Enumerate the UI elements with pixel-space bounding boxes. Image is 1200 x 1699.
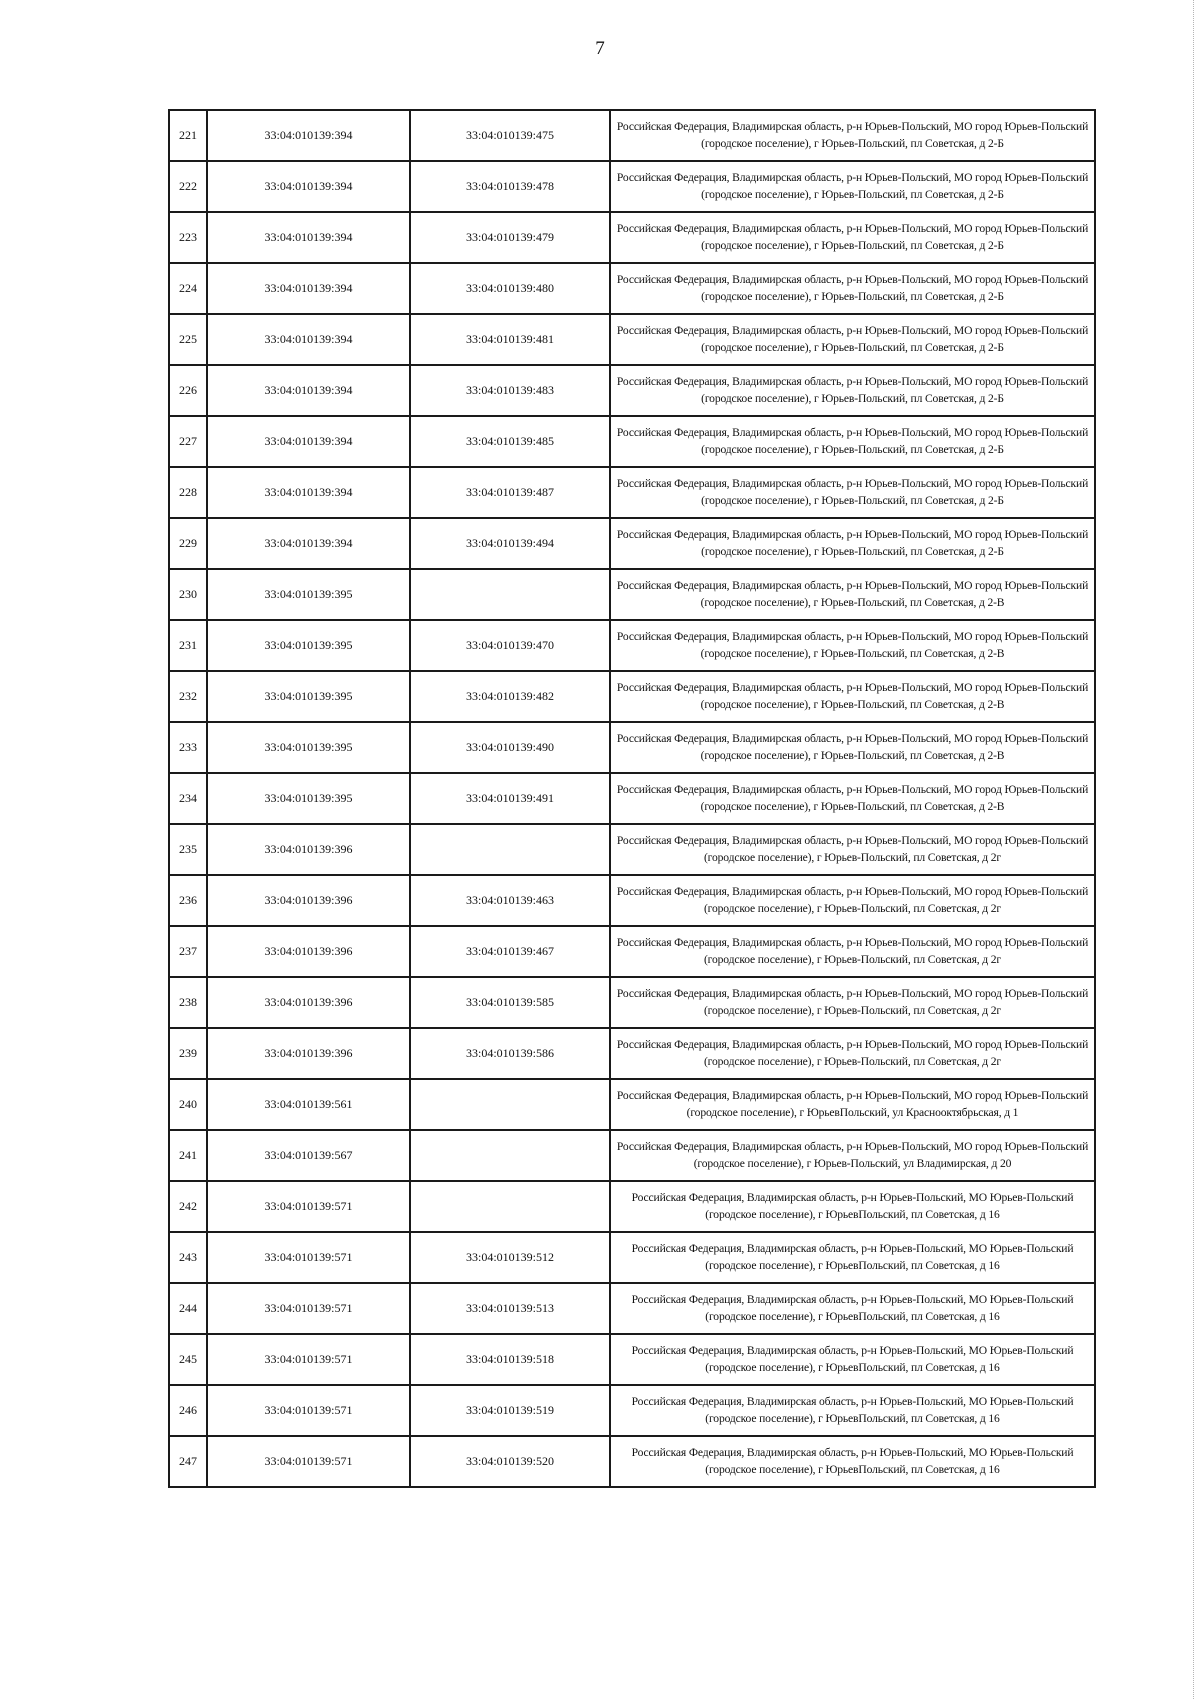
table-row: [169, 212, 1095, 263]
address-cell: Российская Федерация, Владимирская область, р-н Юрьев-Польский, МО Юрьев-Польский (городское поселение), г ЮрьевПольский, пл Советская, д 16: [610, 1181, 1095, 1232]
address-cell: Российская Федерация, Владимирская область, р-н Юрьев-Польский, МО город Юрьев-Польский (городское поселение), г ЮрьевПольский, ул Краснооктябрьская, д 1: [610, 1079, 1095, 1130]
parcel-cadastral-number-cell: 33:04:010139:394: [207, 161, 410, 212]
object-cadastral-number-cell: [410, 1181, 610, 1232]
address-cell: Российская Федерация, Владимирская область, р-н Юрьев-Польский, МО город Юрьев-Польский (городское поселение), г Юрьев-Польский, пл Советская, д 2г: [610, 875, 1095, 926]
table-row: [169, 620, 1095, 671]
parcel-cadastral-number-cell: 33:04:010139:395: [207, 722, 410, 773]
object-cadastral-number-cell: 33:04:010139:520: [410, 1436, 610, 1487]
object-cadastral-number-cell: 33:04:010139:513: [410, 1283, 610, 1334]
parcel-cadastral-number-cell: 33:04:010139:394: [207, 518, 410, 569]
row-number-cell: 224: [169, 263, 207, 314]
table-row: [169, 875, 1095, 926]
parcel-cadastral-number-cell: 33:04:010139:396: [207, 1028, 410, 1079]
object-cadastral-number-cell: 33:04:010139:585: [410, 977, 610, 1028]
table-row: [169, 1028, 1095, 1079]
row-number-cell: 242: [169, 1181, 207, 1232]
parcel-cadastral-number-cell: 33:04:010139:571: [207, 1385, 410, 1436]
row-number-cell: 235: [169, 824, 207, 875]
parcel-cadastral-number-cell: 33:04:010139:395: [207, 773, 410, 824]
parcel-cadastral-number-cell: 33:04:010139:571: [207, 1436, 410, 1487]
address-cell: Российская Федерация, Владимирская область, р-н Юрьев-Польский, МО город Юрьев-Польский (городское поселение), г Юрьев-Польский, пл Советская, д 2-Б: [610, 518, 1095, 569]
address-cell: Российская Федерация, Владимирская область, р-н Юрьев-Польский, МО город Юрьев-Польский (городское поселение), г Юрьев-Польский, пл Советская, д 2-В: [610, 722, 1095, 773]
table-row: [169, 722, 1095, 773]
row-number-cell: 241: [169, 1130, 207, 1181]
table-row: [169, 1334, 1095, 1385]
table-row: [169, 569, 1095, 620]
address-cell: Российская Федерация, Владимирская область, р-н Юрьев-Польский, МО город Юрьев-Польский (городское поселение), г Юрьев-Польский, пл Советская, д 2-Б: [610, 467, 1095, 518]
address-cell: Российская Федерация, Владимирская область, р-н Юрьев-Польский, МО город Юрьев-Польский (городское поселение), г Юрьев-Польский, пл Советская, д 2г: [610, 824, 1095, 875]
row-number-cell: 226: [169, 365, 207, 416]
parcel-cadastral-number-cell: 33:04:010139:394: [207, 212, 410, 263]
parcel-cadastral-number-cell: 33:04:010139:394: [207, 416, 410, 467]
address-cell: Российская Федерация, Владимирская область, р-н Юрьев-Польский, МО Юрьев-Польский (городское поселение), г ЮрьевПольский, пл Советская, д 16: [610, 1436, 1095, 1487]
row-number-cell: 238: [169, 977, 207, 1028]
parcel-cadastral-number-cell: 33:04:010139:394: [207, 110, 410, 161]
object-cadastral-number-cell: [410, 569, 610, 620]
table-row: [169, 773, 1095, 824]
parcel-cadastral-number-cell: 33:04:010139:396: [207, 824, 410, 875]
row-number-cell: 231: [169, 620, 207, 671]
row-number-cell: 236: [169, 875, 207, 926]
address-cell: Российская Федерация, Владимирская область, р-н Юрьев-Польский, МО город Юрьев-Польский (городское поселение), г Юрьев-Польский, пл Советская, д 2г: [610, 926, 1095, 977]
parcel-cadastral-number-cell: 33:04:010139:395: [207, 569, 410, 620]
parcel-cadastral-number-cell: 33:04:010139:396: [207, 977, 410, 1028]
row-number-cell: 227: [169, 416, 207, 467]
object-cadastral-number-cell: 33:04:010139:482: [410, 671, 610, 722]
table-row: [169, 926, 1095, 977]
object-cadastral-number-cell: 33:04:010139:481: [410, 314, 610, 365]
address-cell: Российская Федерация, Владимирская область, р-н Юрьев-Польский, МО город Юрьев-Польский (городское поселение), г Юрьев-Польский, пл Советская, д 2-В: [610, 773, 1095, 824]
row-number-cell: 243: [169, 1232, 207, 1283]
address-cell: Российская Федерация, Владимирская область, р-н Юрьев-Польский, МО Юрьев-Польский (городское поселение), г ЮрьевПольский, пл Советская, д 16: [610, 1232, 1095, 1283]
parcel-cadastral-number-cell: 33:04:010139:571: [207, 1283, 410, 1334]
address-cell: Российская Федерация, Владимирская область, р-н Юрьев-Польский, МО город Юрьев-Польский (городское поселение), г Юрьев-Польский, пл Советская, д 2-Б: [610, 365, 1095, 416]
object-cadastral-number-cell: 33:04:010139:512: [410, 1232, 610, 1283]
object-cadastral-number-cell: [410, 824, 610, 875]
table-body: [169, 110, 1095, 1487]
address-cell: Российская Федерация, Владимирская область, р-н Юрьев-Польский, МО город Юрьев-Польский (городское поселение), г Юрьев-Польский, пл Советская, д 2-Б: [610, 263, 1095, 314]
address-cell: Российская Федерация, Владимирская область, р-н Юрьев-Польский, МО город Юрьев-Польский (городское поселение), г Юрьев-Польский, пл Советская, д 2-В: [610, 620, 1095, 671]
address-cell: Российская Федерация, Владимирская область, р-н Юрьев-Польский, МО город Юрьев-Польский (городское поселение), г Юрьев-Польский, пл Советская, д 2г: [610, 1028, 1095, 1079]
address-cell: Российская Федерация, Владимирская область, р-н Юрьев-Польский, МО Юрьев-Польский (городское поселение), г ЮрьевПольский, пл Советская, д 16: [610, 1334, 1095, 1385]
row-number-cell: 229: [169, 518, 207, 569]
object-cadastral-number-cell: 33:04:010139:470: [410, 620, 610, 671]
parcel-cadastral-number-cell: 33:04:010139:571: [207, 1334, 410, 1385]
row-number-cell: 240: [169, 1079, 207, 1130]
table-row: [169, 263, 1095, 314]
row-number-cell: 244: [169, 1283, 207, 1334]
object-cadastral-number-cell: 33:04:010139:479: [410, 212, 610, 263]
object-cadastral-number-cell: 33:04:010139:463: [410, 875, 610, 926]
object-cadastral-number-cell: [410, 1079, 610, 1130]
object-cadastral-number-cell: 33:04:010139:491: [410, 773, 610, 824]
object-cadastral-number-cell: 33:04:010139:494: [410, 518, 610, 569]
table-row: [169, 518, 1095, 569]
table-row: [169, 161, 1095, 212]
row-number-cell: 223: [169, 212, 207, 263]
address-cell: Российская Федерация, Владимирская область, р-н Юрьев-Польский, МО город Юрьев-Польский (городское поселение), г Юрьев-Польский, пл Советская, д 2-Б: [610, 212, 1095, 263]
cadastral-table: [168, 109, 1096, 1488]
table-row: [169, 1079, 1095, 1130]
page-number: 7: [595, 38, 605, 59]
address-cell: Российская Федерация, Владимирская область, р-н Юрьев-Польский, МО Юрьев-Польский (городское поселение), г ЮрьевПольский, пл Советская, д 16: [610, 1283, 1095, 1334]
table-row: [169, 467, 1095, 518]
parcel-cadastral-number-cell: 33:04:010139:394: [207, 314, 410, 365]
table-row: [169, 1130, 1095, 1181]
row-number-cell: 225: [169, 314, 207, 365]
parcel-cadastral-number-cell: 33:04:010139:394: [207, 263, 410, 314]
table-row: [169, 110, 1095, 161]
object-cadastral-number-cell: 33:04:010139:467: [410, 926, 610, 977]
row-number-cell: 245: [169, 1334, 207, 1385]
table-row: [169, 824, 1095, 875]
address-cell: Российская Федерация, Владимирская область, р-н Юрьев-Польский, МО город Юрьев-Польский (городское поселение), г Юрьев-Польский, ул Владимирская, д 20: [610, 1130, 1095, 1181]
row-number-cell: 232: [169, 671, 207, 722]
address-cell: Российская Федерация, Владимирская область, р-н Юрьев-Польский, МО город Юрьев-Польский (городское поселение), г Юрьев-Польский, пл Советская, д 2-Б: [610, 110, 1095, 161]
address-cell: Российская Федерация, Владимирская область, р-н Юрьев-Польский, МО город Юрьев-Польский (городское поселение), г Юрьев-Польский, пл Советская, д 2-Б: [610, 314, 1095, 365]
table-row: [169, 671, 1095, 722]
row-number-cell: 247: [169, 1436, 207, 1487]
parcel-cadastral-number-cell: 33:04:010139:561: [207, 1079, 410, 1130]
object-cadastral-number-cell: 33:04:010139:475: [410, 110, 610, 161]
row-number-cell: 222: [169, 161, 207, 212]
address-cell: Российская Федерация, Владимирская область, р-н Юрьев-Польский, МО город Юрьев-Польский (городское поселение), г Юрьев-Польский, пл Советская, д 2г: [610, 977, 1095, 1028]
row-number-cell: 239: [169, 1028, 207, 1079]
table-row: [169, 1436, 1095, 1487]
address-cell: Российская Федерация, Владимирская область, р-н Юрьев-Польский, МО город Юрьев-Польский (городское поселение), г Юрьев-Польский, пл Советская, д 2-В: [610, 671, 1095, 722]
parcel-cadastral-number-cell: 33:04:010139:396: [207, 926, 410, 977]
table-row: [169, 977, 1095, 1028]
table-row: [169, 416, 1095, 467]
object-cadastral-number-cell: 33:04:010139:480: [410, 263, 610, 314]
parcel-cadastral-number-cell: 33:04:010139:571: [207, 1181, 410, 1232]
row-number-cell: 246: [169, 1385, 207, 1436]
object-cadastral-number-cell: 33:04:010139:519: [410, 1385, 610, 1436]
scan-edge-line: [1193, 0, 1194, 1699]
parcel-cadastral-number-cell: 33:04:010139:395: [207, 620, 410, 671]
parcel-cadastral-number-cell: 33:04:010139:395: [207, 671, 410, 722]
parcel-cadastral-number-cell: 33:04:010139:394: [207, 467, 410, 518]
parcel-cadastral-number-cell: 33:04:010139:567: [207, 1130, 410, 1181]
address-cell: Российская Федерация, Владимирская область, р-н Юрьев-Польский, МО город Юрьев-Польский (городское поселение), г Юрьев-Польский, пл Советская, д 2-Б: [610, 416, 1095, 467]
row-number-cell: 233: [169, 722, 207, 773]
table-row: [169, 1385, 1095, 1436]
object-cadastral-number-cell: 33:04:010139:518: [410, 1334, 610, 1385]
parcel-cadastral-number-cell: 33:04:010139:394: [207, 365, 410, 416]
address-cell: Российская Федерация, Владимирская область, р-н Юрьев-Польский, МО Юрьев-Польский (городское поселение), г ЮрьевПольский, пл Советская, д 16: [610, 1385, 1095, 1436]
object-cadastral-number-cell: 33:04:010139:586: [410, 1028, 610, 1079]
row-number-cell: 237: [169, 926, 207, 977]
parcel-cadastral-number-cell: 33:04:010139:396: [207, 875, 410, 926]
table-row: [169, 314, 1095, 365]
address-cell: Российская Федерация, Владимирская область, р-н Юрьев-Польский, МО город Юрьев-Польский (городское поселение), г Юрьев-Польский, пл Советская, д 2-Б: [610, 161, 1095, 212]
parcel-cadastral-number-cell: 33:04:010139:571: [207, 1232, 410, 1283]
table-row: [169, 1283, 1095, 1334]
object-cadastral-number-cell: 33:04:010139:490: [410, 722, 610, 773]
table-row: [169, 365, 1095, 416]
row-number-cell: 234: [169, 773, 207, 824]
row-number-cell: 228: [169, 467, 207, 518]
object-cadastral-number-cell: 33:04:010139:478: [410, 161, 610, 212]
object-cadastral-number-cell: 33:04:010139:487: [410, 467, 610, 518]
table-row: [169, 1181, 1095, 1232]
table-row: [169, 1232, 1095, 1283]
object-cadastral-number-cell: 33:04:010139:483: [410, 365, 610, 416]
address-cell: Российская Федерация, Владимирская область, р-н Юрьев-Польский, МО город Юрьев-Польский (городское поселение), г Юрьев-Польский, пл Советская, д 2-В: [610, 569, 1095, 620]
row-number-cell: 221: [169, 110, 207, 161]
object-cadastral-number-cell: [410, 1130, 610, 1181]
row-number-cell: 230: [169, 569, 207, 620]
object-cadastral-number-cell: 33:04:010139:485: [410, 416, 610, 467]
